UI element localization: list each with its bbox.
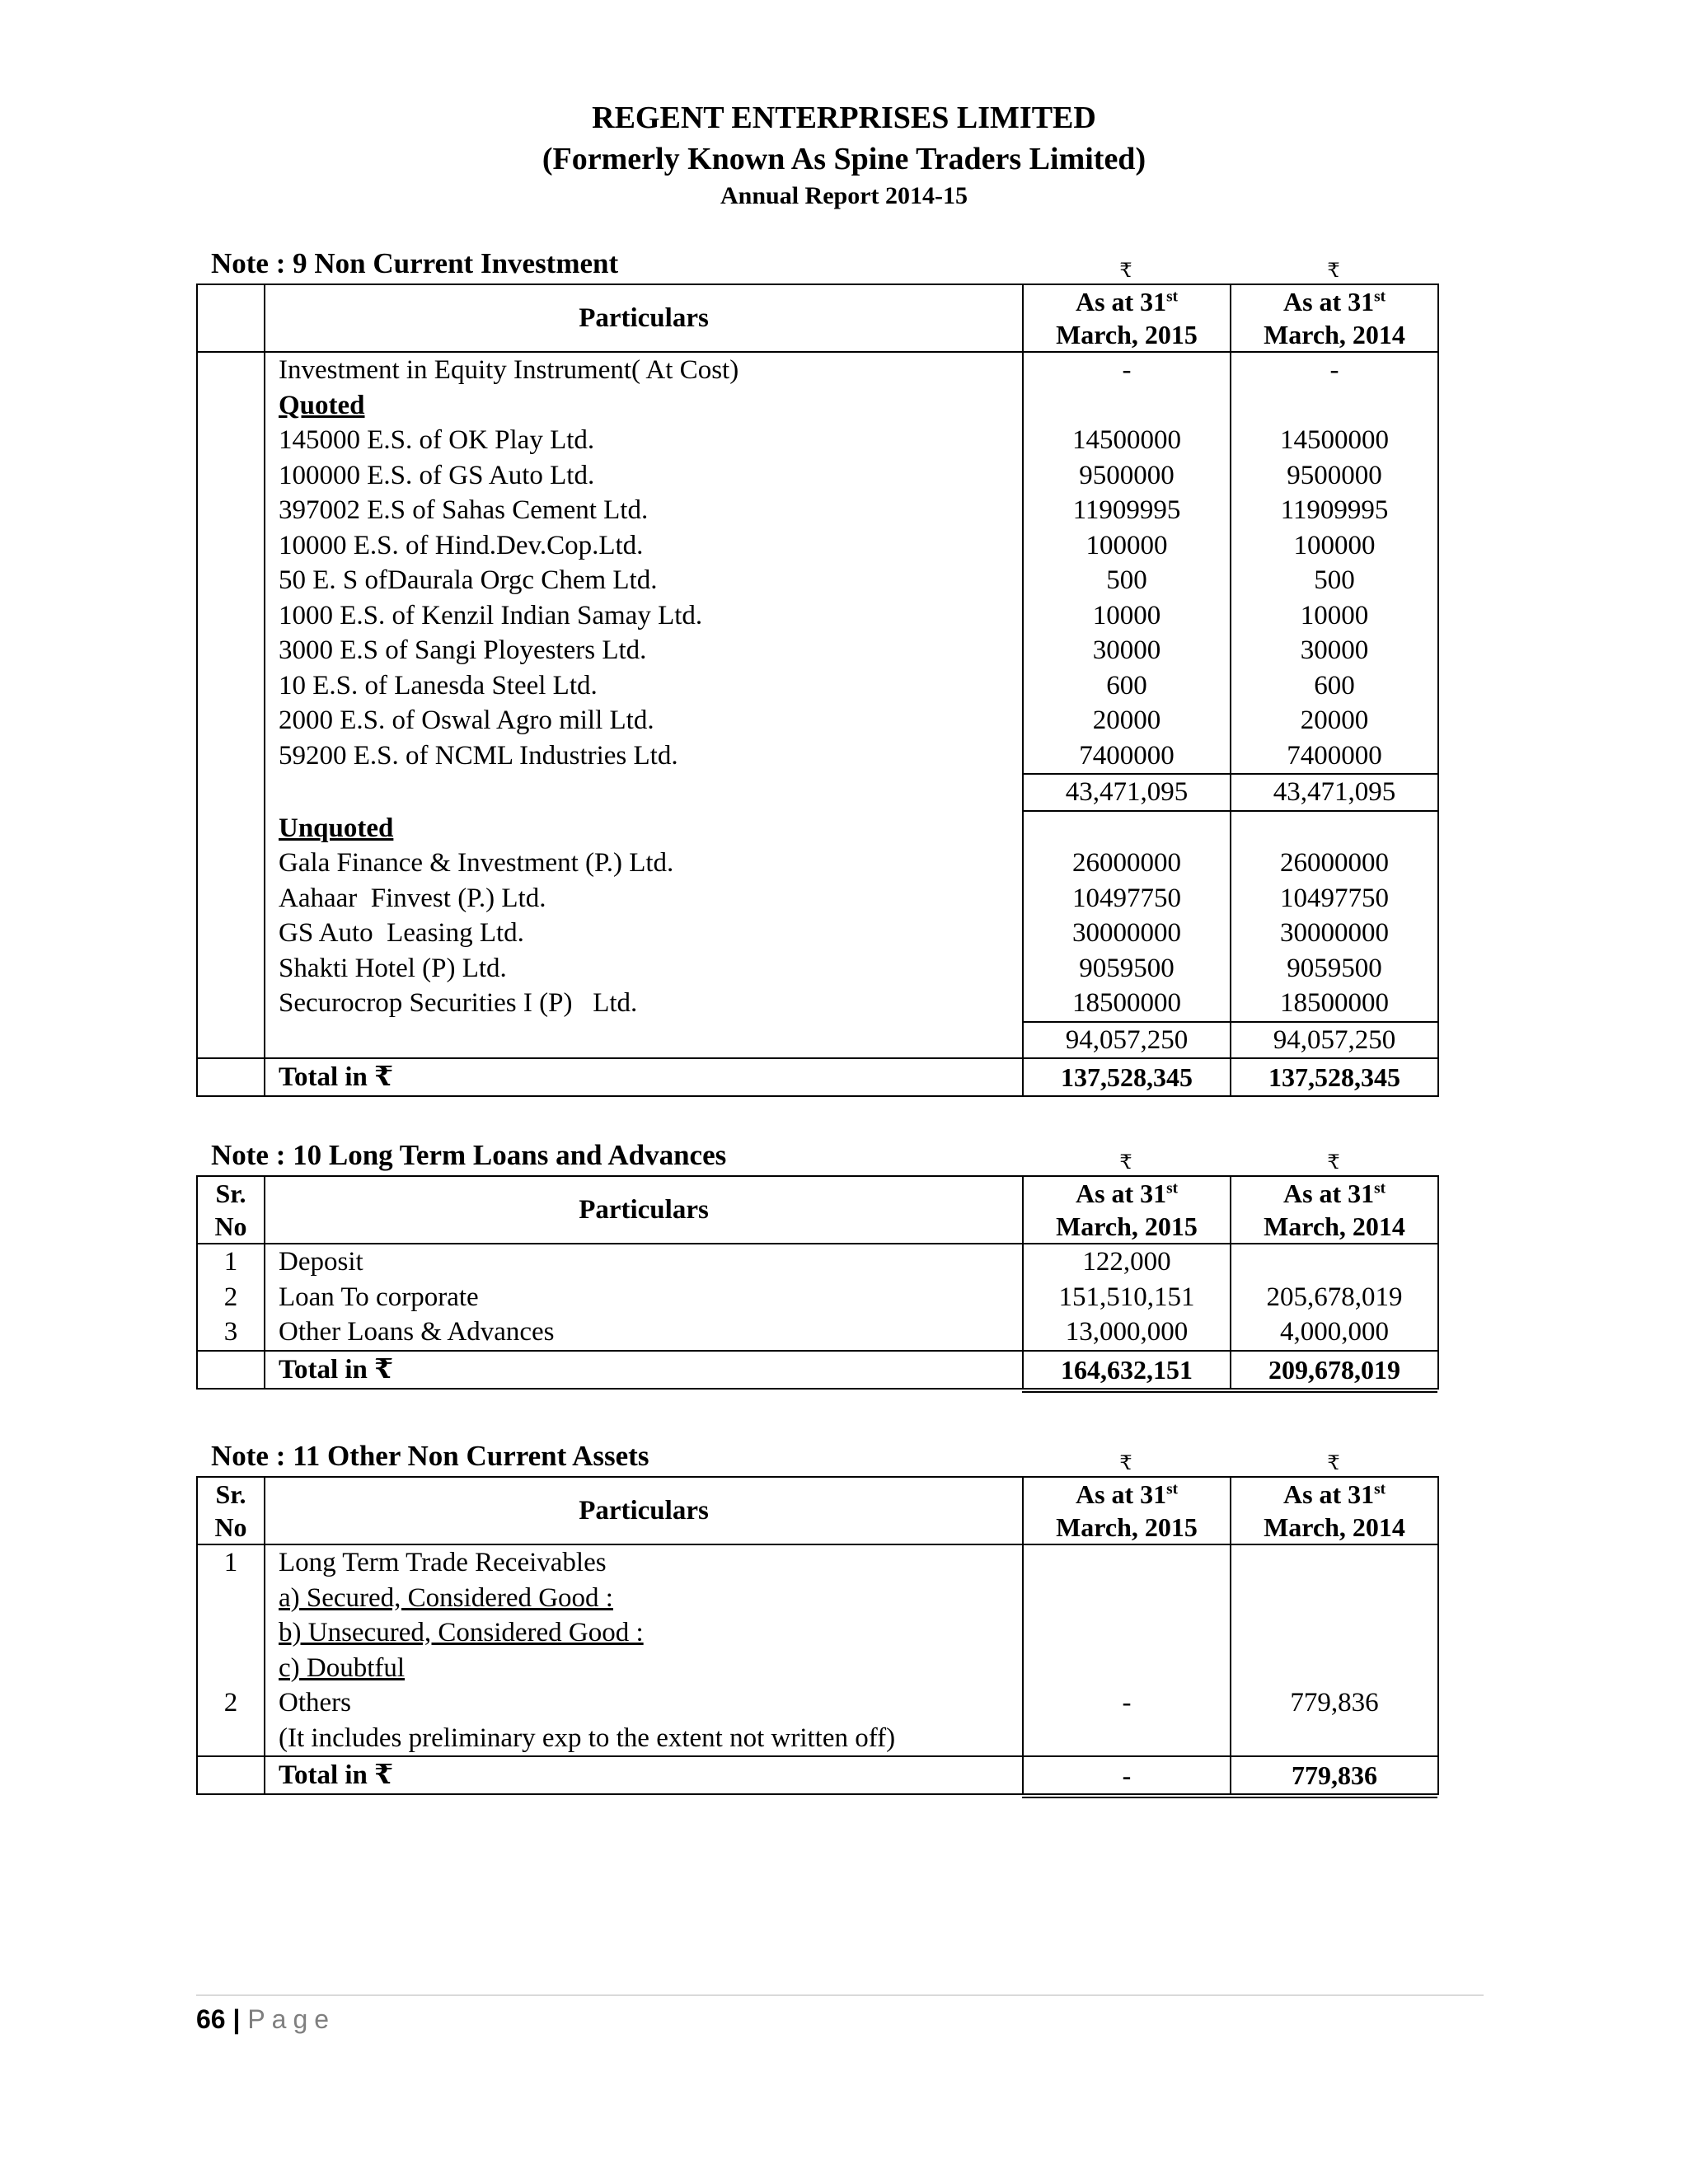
- row-label: GS Auto Leasing Ltd.: [265, 916, 1023, 951]
- as-at-label: As at 31: [1282, 1479, 1375, 1509]
- value-2015: 20000: [1023, 703, 1231, 738]
- value-2014: 779,836: [1231, 1685, 1438, 1721]
- value-2014: 11909995: [1231, 493, 1438, 528]
- value-2014: 18500000: [1231, 986, 1438, 1022]
- row-label: 145000 E.S. of OK Play Ltd.: [265, 423, 1023, 458]
- row-label: Long Term Trade Receivables: [265, 1544, 1023, 1581]
- as-at-label: As at 31: [1282, 1179, 1375, 1208]
- table-row: [197, 1721, 1438, 1757]
- row-label: Other Loans & Advances: [265, 1315, 1023, 1351]
- value-2014: 20000: [1231, 703, 1438, 738]
- value-2015: 18500000: [1023, 986, 1231, 1022]
- year-2015-label: March, 2015: [1056, 1212, 1198, 1241]
- value-2014: -: [1231, 352, 1438, 388]
- former-name: (Formerly Known As Spine Traders Limited): [542, 142, 1146, 176]
- total-2014: 779,836: [1231, 1756, 1438, 1794]
- table-row: [197, 1581, 1438, 1616]
- year-2014-label: March, 2014: [1264, 320, 1405, 349]
- particulars-header: Particulars: [265, 284, 1023, 352]
- sub-item-unsecured: b) Unsecured, Considered Good :: [279, 1618, 644, 1647]
- sub-item-doubtful: c) Doubtful: [279, 1652, 406, 1683]
- note10-title: Note : 10 Long Term Loans and Advances: [211, 1139, 727, 1171]
- value-2014: 600: [1231, 668, 1438, 704]
- ordinal-suffix: st: [1374, 1179, 1386, 1197]
- total-2014: 209,678,019: [1231, 1351, 1438, 1389]
- value-2014: 26000000: [1231, 846, 1438, 881]
- table-row: [197, 703, 1438, 738]
- value-2014: 100000: [1231, 528, 1438, 564]
- total-label: Total in ₹: [265, 1058, 1023, 1096]
- table-row: [197, 528, 1438, 564]
- row-label: 10000 E.S. of Hind.Dev.Cop.Ltd.: [265, 528, 1023, 564]
- value-2015: 122,000: [1023, 1244, 1231, 1280]
- value-2015: 600: [1023, 668, 1231, 704]
- year-2014-label: March, 2014: [1264, 1512, 1405, 1542]
- sr-label: Sr.: [215, 1179, 246, 1208]
- double-underline: [1022, 1388, 1437, 1393]
- table-row: [197, 598, 1438, 634]
- table-row: [197, 1315, 1438, 1351]
- table-row: [197, 738, 1438, 775]
- page-footer: [196, 2003, 335, 2036]
- row-label: 50 E. S ofDaurala Orgc Chem Ltd.: [265, 563, 1023, 598]
- ordinal-suffix: st: [1166, 288, 1179, 306]
- row-label: 59200 E.S. of NCML Industries Ltd.: [265, 738, 1023, 775]
- value-2014: 10497750: [1231, 881, 1438, 916]
- table-header-row: [197, 284, 1438, 352]
- report-title: Annual Report 2014-15: [720, 182, 968, 209]
- value-2014: 500: [1231, 563, 1438, 598]
- value-2015: -: [1023, 352, 1231, 388]
- row-label: Securocrop Securities I (P) Ltd.: [265, 986, 1023, 1022]
- sr-label: Sr.: [215, 1479, 246, 1509]
- rupee-symbol: ₹: [1119, 1152, 1132, 1174]
- table-row: [197, 493, 1438, 528]
- value-2015: 30000: [1023, 633, 1231, 668]
- table-row: [197, 1615, 1438, 1651]
- sr-header-cell: [197, 284, 265, 352]
- value-2015: 9059500: [1023, 951, 1231, 987]
- value-2014: 7400000: [1231, 738, 1438, 775]
- total-row: [197, 1058, 1438, 1096]
- footer-divider: [196, 1994, 1484, 1996]
- as-at-label: As at 31: [1075, 287, 1167, 316]
- ordinal-suffix: st: [1166, 1480, 1179, 1498]
- sr-number: 2: [197, 1685, 265, 1721]
- sr-number: 2: [197, 1280, 265, 1315]
- no-label: No: [214, 1512, 247, 1542]
- table-row: [197, 1651, 1438, 1686]
- value-2015: 10497750: [1023, 881, 1231, 916]
- row-note: (It includes preliminary exp to the extent not written off): [265, 1721, 1023, 1757]
- value-2015: 13,000,000: [1023, 1315, 1231, 1351]
- table-row: [197, 1244, 1438, 1280]
- table-row: [197, 986, 1438, 1022]
- table-row: [197, 811, 1438, 846]
- row-label: Investment in Equity Instrument( At Cost): [265, 352, 1023, 388]
- col-2015-header: [1023, 284, 1231, 352]
- value-2015: 100000: [1023, 528, 1231, 564]
- row-label: 397002 E.S of Sahas Cement Ltd.: [265, 493, 1023, 528]
- table-header-row: [197, 1176, 1438, 1244]
- ordinal-suffix: st: [1374, 288, 1386, 306]
- row-label: 1000 E.S. of Kenzil Indian Samay Ltd.: [265, 598, 1023, 634]
- subtotal-2015: 43,471,095: [1023, 774, 1231, 811]
- quoted-heading: Quoted: [279, 390, 365, 420]
- value-2015: 7400000: [1023, 738, 1231, 775]
- ordinal-suffix: st: [1166, 1179, 1179, 1197]
- col-2015-header: [1023, 1176, 1231, 1244]
- table-row: [197, 633, 1438, 668]
- value-2014: 10000: [1231, 598, 1438, 634]
- particulars-header: Particulars: [265, 1176, 1023, 1244]
- total-label: Total in ₹: [265, 1351, 1023, 1389]
- table-row: [197, 1685, 1438, 1721]
- year-2014-label: March, 2014: [1264, 1212, 1405, 1241]
- double-underline: [1022, 1793, 1437, 1798]
- row-label: Gala Finance & Investment (P.) Ltd.: [265, 846, 1023, 881]
- row-label: 3000 E.S of Sangi Ployesters Ltd.: [265, 633, 1023, 668]
- col-2014-header: [1231, 284, 1438, 352]
- subtotal-row: [197, 1022, 1438, 1059]
- sr-number: 1: [197, 1244, 265, 1280]
- note9-title: Note : 9 Non Current Investment: [211, 247, 619, 279]
- rupee-symbol: ₹: [1327, 1453, 1340, 1474]
- no-label: No: [214, 1212, 247, 1241]
- value-2014: 30000000: [1231, 916, 1438, 951]
- rupee-symbol: ₹: [1327, 260, 1340, 282]
- table-row: [197, 458, 1438, 494]
- value-2015: 500: [1023, 563, 1231, 598]
- table-row: [197, 1280, 1438, 1315]
- sr-number: 3: [197, 1315, 265, 1351]
- row-label: Aahaar Finvest (P.) Ltd.: [265, 881, 1023, 916]
- as-at-label: As at 31: [1075, 1479, 1167, 1509]
- col-2014-header: [1231, 1477, 1438, 1544]
- row-label: 100000 E.S. of GS Auto Ltd.: [265, 458, 1023, 494]
- row-label: Others: [265, 1685, 1023, 1721]
- total-row: [197, 1351, 1438, 1389]
- row-label: 10 E.S. of Lanesda Steel Ltd.: [265, 668, 1023, 704]
- row-label: Shakti Hotel (P) Ltd.: [265, 951, 1023, 987]
- sr-no-header: [197, 1176, 265, 1244]
- table-row: [197, 563, 1438, 598]
- table-header-row: [197, 1477, 1438, 1544]
- value-2015: 26000000: [1023, 846, 1231, 881]
- total-row: [197, 1756, 1438, 1794]
- table-row: [197, 1544, 1438, 1581]
- rupee-symbol: ₹: [1327, 1152, 1340, 1174]
- table-row: [197, 388, 1438, 424]
- table-row: [197, 916, 1438, 951]
- subtotal-row: [197, 774, 1438, 811]
- value-2015: -: [1023, 1685, 1231, 1721]
- value-2015: 9500000: [1023, 458, 1231, 494]
- rupee-symbol: ₹: [1119, 1453, 1132, 1474]
- value-2014: 30000: [1231, 633, 1438, 668]
- row-label: 2000 E.S. of Oswal Agro mill Ltd.: [265, 703, 1023, 738]
- value-2015: 14500000: [1023, 423, 1231, 458]
- total-2015: -: [1023, 1756, 1231, 1794]
- value-2014: 9500000: [1231, 458, 1438, 494]
- total-label: Total in ₹: [265, 1756, 1023, 1794]
- col-2015-header: [1023, 1477, 1231, 1544]
- value-2015: 10000: [1023, 598, 1231, 634]
- particulars-header: Particulars: [265, 1477, 1023, 1544]
- page-label: Page: [247, 2004, 336, 2034]
- subtotal-2015: 94,057,250: [1023, 1022, 1231, 1059]
- value-2014: [1231, 1244, 1438, 1280]
- subtotal-2014: 43,471,095: [1231, 774, 1438, 811]
- ordinal-suffix: st: [1374, 1480, 1386, 1498]
- table-row: [197, 352, 1438, 388]
- value-2014: 205,678,019: [1231, 1280, 1438, 1315]
- page-number: 66: [196, 2004, 226, 2034]
- value-2015: 151,510,151: [1023, 1280, 1231, 1315]
- as-at-label: As at 31: [1075, 1179, 1167, 1208]
- total-2015: 164,632,151: [1023, 1351, 1231, 1389]
- note11-table: [196, 1476, 1439, 1795]
- note9-table: [196, 284, 1439, 1097]
- row-label: Loan To corporate: [265, 1280, 1023, 1315]
- value-2015: 11909995: [1023, 493, 1231, 528]
- unquoted-heading: Unquoted: [279, 813, 394, 843]
- rupee-symbol: ₹: [1119, 260, 1132, 282]
- year-2015-label: March, 2015: [1056, 320, 1198, 349]
- table-row: [197, 881, 1438, 916]
- subtotal-2014: 94,057,250: [1231, 1022, 1438, 1059]
- footer-separator: |: [232, 2004, 241, 2034]
- sub-item-secured: a) Secured, Considered Good :: [279, 1582, 613, 1613]
- note11-title: Note : 11 Other Non Current Assets: [211, 1440, 649, 1472]
- year-2015-label: March, 2015: [1056, 1512, 1198, 1542]
- table-row: [197, 668, 1438, 704]
- report-header: [0, 97, 1688, 213]
- total-2014: 137,528,345: [1231, 1058, 1438, 1096]
- total-2015: 137,528,345: [1023, 1058, 1231, 1096]
- value-2014: 14500000: [1231, 423, 1438, 458]
- note10-table: [196, 1175, 1439, 1390]
- row-label: Deposit: [265, 1244, 1023, 1280]
- value-2015: 30000000: [1023, 916, 1231, 951]
- table-row: [197, 951, 1438, 987]
- table-row: [197, 423, 1438, 458]
- value-2014: 4,000,000: [1231, 1315, 1438, 1351]
- sr-no-header: [197, 1477, 265, 1544]
- table-row: [197, 846, 1438, 881]
- company-name: REGENT ENTERPRISES LIMITED: [592, 101, 1096, 135]
- col-2014-header: [1231, 1176, 1438, 1244]
- sr-number: 1: [197, 1544, 265, 1581]
- value-2014: 9059500: [1231, 951, 1438, 987]
- as-at-label: As at 31: [1282, 287, 1375, 316]
